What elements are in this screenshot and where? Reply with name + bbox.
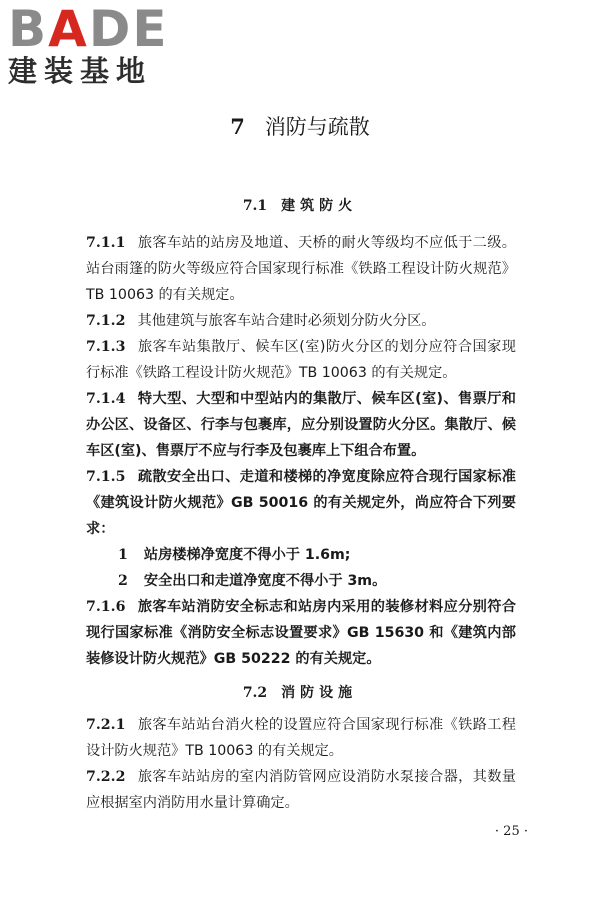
chapter-title <box>0 112 600 142</box>
section-title-7-1: 7.1 建筑防火 <box>242 198 358 214</box>
chapter-number: 7 <box>230 114 245 139</box>
clause-7-1-4: 7.1.4 特大型、大型和中型站内的集散厅、候车区(室)、售票厅和办公区、设备区、行李与包裹库，应分别设置防火分区。集散厅、候车区(室)、售票厅不应与行李及包裹库上下组合布置。 <box>86 391 516 459</box>
section-body-7-2 <box>86 712 516 816</box>
clause-7-1-6: 7.1.6 旅客车站消防安全标志和站房内采用的装修材料应分别符合现行国家标准《消防安全标志设置要求》GB 15630 和《建筑内部装修设计防火规范》GB 50222 的有关规定。 <box>86 599 516 667</box>
logo-wordmark: BADE <box>8 0 169 58</box>
section-body-7-1 <box>86 230 516 672</box>
page-number: · 25 · <box>494 824 528 839</box>
clause-7-1-1: 7.1.1 旅客车站的站房及地道、天桥的耐火等级均不应低于二级。站台雨篷的防火等级应符合国家现行标准《铁路工程设计防火规范》TB 10063 的有关规定。 <box>86 235 516 303</box>
clause-7-1-5-item-2: 2 安全出口和走道净宽度不得小于 3m。 <box>118 573 387 589</box>
clause-7-1-2: 7.1.2 其他建筑与旅客车站合建时必须划分防火分区。 <box>86 313 436 329</box>
publisher-logo <box>8 2 178 88</box>
clause-7-2-2: 7.2.2 旅客车站站房的室内消防管网应设消防水泵接合器，其数量应根据室内消防用水量计算确定。 <box>86 769 516 811</box>
chapter-title-text: 消防与疏散 <box>264 115 370 139</box>
clause-7-1-5: 7.1.5 疏散安全出口、走道和楼梯的净宽度除应符合现行国家标准《建筑设计防火规范》GB 50016 的有关规定外，尚应符合下列要求： <box>86 469 516 537</box>
section-title-7-2: 7.2 消防设施 <box>242 685 358 701</box>
clause-7-1-5-item-1: 1 站房楼梯净宽度不得小于 1.6m; <box>118 547 351 563</box>
clause-7-1-3: 7.1.3 旅客车站集散厅、候车区(室)防火分区的划分应符合国家现行标准《铁路工程设计防火规范》TB 10063 的有关规定。 <box>86 339 516 381</box>
clause-7-2-1: 7.2.1 旅客车站站台消火栓的设置应符合国家现行标准《铁路工程设计防火规范》TB 10063 的有关规定。 <box>86 717 516 759</box>
logo-chinese-text: 建装基地 <box>8 54 153 88</box>
